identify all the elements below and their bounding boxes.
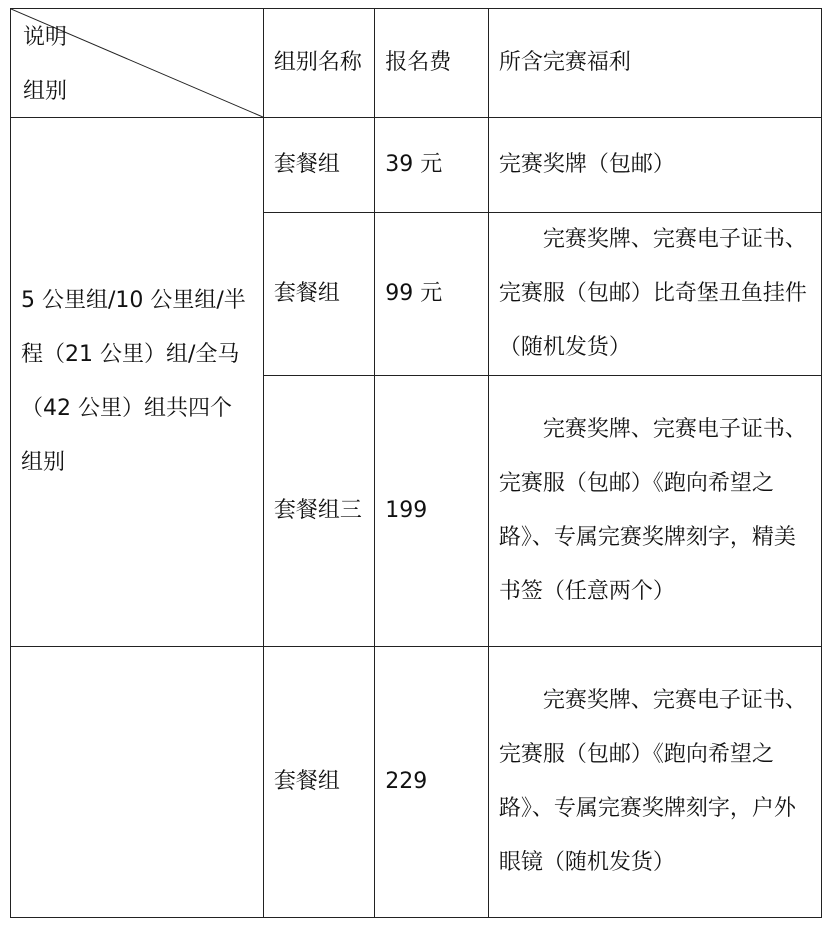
table-row bbox=[11, 647, 822, 918]
header-fee: 报名费 bbox=[375, 9, 489, 118]
package-name: 套餐组 bbox=[263, 118, 374, 213]
package-fee: 39 元 bbox=[375, 118, 489, 213]
group-label-cell: 5 公里组/10 公里组/半程（21 公里）组/全马（42 公里）组共四个组别 bbox=[11, 118, 264, 647]
package-benefits: 完赛奖牌（包邮） bbox=[488, 118, 821, 213]
package-fee: 229 bbox=[375, 647, 489, 918]
header-row bbox=[11, 9, 822, 118]
table-row bbox=[11, 118, 822, 213]
header-benefits: 所含完赛福利 bbox=[488, 9, 821, 118]
package-fee: 99 元 bbox=[375, 213, 489, 376]
diagonal-header-cell bbox=[11, 9, 264, 118]
package-name: 套餐组 bbox=[263, 213, 374, 376]
package-fee: 199 bbox=[375, 376, 489, 647]
package-benefits: 完赛奖牌、完赛电子证书、完赛服（包邮）《跑向希望之路》、专属完赛奖牌刻字，户外眼镜（随机发货） bbox=[488, 647, 821, 918]
empty-group-cell bbox=[11, 647, 264, 918]
corner-top-label: 说明 bbox=[23, 25, 68, 50]
package-name: 套餐组 bbox=[263, 647, 374, 918]
corner-bottom-label: 组别 bbox=[23, 79, 68, 104]
header-group-name: 组别名称 bbox=[263, 9, 374, 118]
package-benefits: 完赛奖牌、完赛电子证书、完赛服（包邮）比奇堡丑鱼挂件（随机发货） bbox=[488, 213, 821, 376]
package-benefits: 完赛奖牌、完赛电子证书、完赛服（包邮）《跑向希望之路》、专属完赛奖牌刻字，精美书签（任意两个） bbox=[488, 376, 821, 647]
package-name: 套餐组三 bbox=[263, 376, 374, 647]
registration-fee-table bbox=[10, 8, 822, 918]
